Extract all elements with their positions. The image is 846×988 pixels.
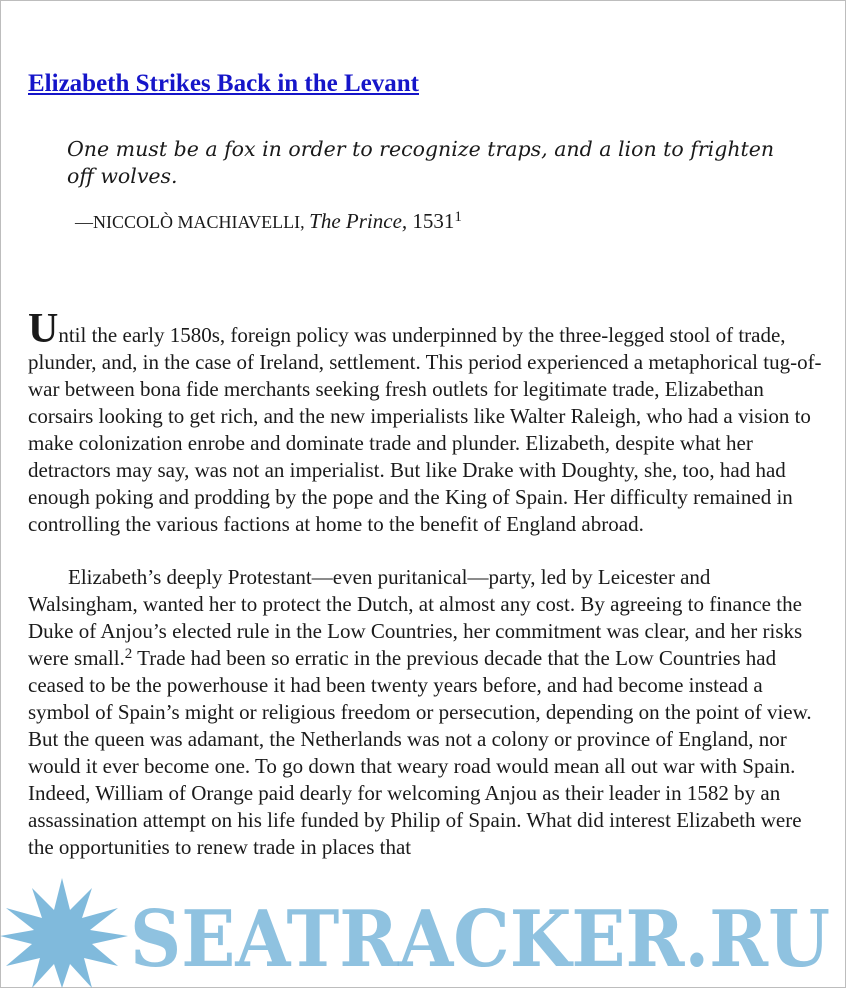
paragraph-2 bbox=[28, 564, 823, 861]
epigraph bbox=[67, 136, 787, 236]
paragraph-2-text-b: Trade had been so erratic in the previous decade that the Low Countries had ceased to be the powerhouse it had been twenty years before, and had become instead a symbol of Spain’s might or religious freedom or persecution, depending on the point of view. But the queen was adamant, the Netherlands was not a colony or province of England, nor would it ever become one. To go down that weary road would mean all out war with Spain. Indeed, William of Orange paid dearly for welcoming Anjou as their leader in 1582 by an assassination attempt on his life funded by Philip of Spain. What did interest Elizabeth were the opportunities to renew trade in places that bbox=[28, 646, 812, 859]
watermark-text: SEATRACKER.RU bbox=[130, 894, 830, 985]
footnote-ref-2[interactable]: 2 bbox=[124, 646, 133, 662]
epigraph-quote: One must be a fox in order to recognize traps, and a lion to frighten off wolves. bbox=[67, 137, 775, 188]
chapter-title-link[interactable]: Elizabeth Strikes Back in the Levant bbox=[28, 70, 419, 97]
epigraph-author: —NICCOLÒ MACHIAVELLI, bbox=[75, 212, 310, 232]
epigraph-attribution bbox=[75, 203, 787, 236]
epigraph-year: 1531 bbox=[407, 209, 455, 233]
paragraph-2-text-a: Elizabeth’s deeply Protestant—even puritanical—party, led by Leicester and Walsingham, wanted her to protect the Dutch, at almost any cost. By agreeing to finance the Duke of Anjou’s elected rule in the Low Countries, her commitment was clear, and her risks were small. bbox=[28, 565, 803, 670]
chapter-title bbox=[28, 68, 823, 100]
epigraph-work-title: The Prince, bbox=[309, 209, 408, 233]
drop-cap: U bbox=[28, 306, 59, 352]
book-page bbox=[28, 0, 823, 861]
footnote-ref-1[interactable]: 1 bbox=[454, 209, 462, 225]
paragraph-1-text: ntil the early 1580s, foreign policy was underpinned by the three-legged stool of trade, plunder, and, in the case of Ireland, settlement. This period experienced a metaphorical tug-of-war between bona fide merchants seeking fresh outlets for legitimate trade, Elizabethan corsairs looking to get rich, and the new imperialists like Walter Raleigh, who had a vision to make colonization enrobe and dominate trade and plunder. Elizabeth, despite what her detractors may say, was not an imperialist. But like Drake with Doughty, she, too, had had enough poking and prodding by the pope and the King of Spain. Her difficulty remained in controlling the various factions at home to the benefit of England abroad. bbox=[28, 323, 822, 536]
paragraph-1 bbox=[28, 306, 823, 538]
